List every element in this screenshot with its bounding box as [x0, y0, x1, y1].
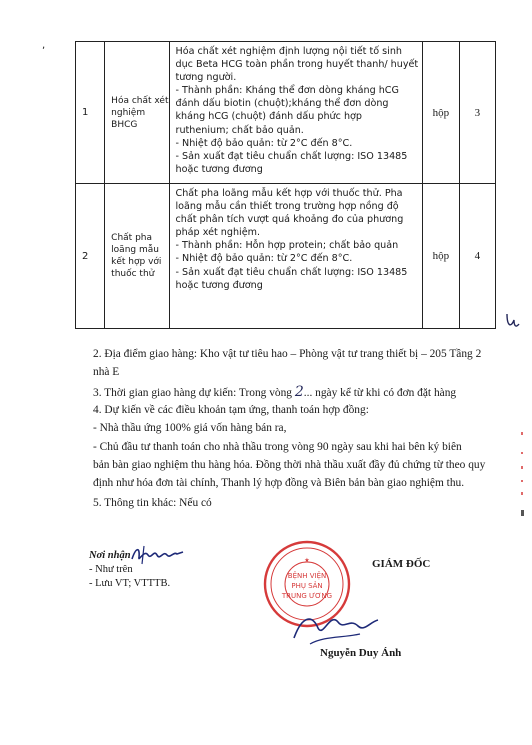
- payment-term-line3: định như hóa đơn tài chính, Thanh lý hợp đồng và Biên bản bàn giao nghiệm thu.: [93, 477, 465, 489]
- item-quantity: 3: [459, 42, 495, 184]
- item-description-line: - Thành phần: Hỗn hợp protein; chất bảo quản: [175, 240, 399, 252]
- signer-name: Nguyễn Duy Ánh: [320, 647, 402, 659]
- delivery-location-line: 2. Địa điểm giao hàng: Kho vật tư tiêu hao – Phòng vật tư trang thiết bị – 205 Tầng 2: [93, 348, 482, 360]
- delivery-time-line: 3. Thời gian giao hàng dự kiến: Trong vòng 2... ngày kể từ khi có đơn đặt hàng: [93, 384, 457, 400]
- item-description-line: hoặc tương đương: [175, 279, 263, 291]
- handwritten-days: 2: [294, 384, 304, 400]
- item-name-line: Hóa chất xét: [111, 95, 169, 106]
- payment-terms-heading: 4. Dự kiến về các điều khoản tạm ứng, thanh toán hợp đồng:: [93, 404, 369, 416]
- item-quantity: 4: [459, 184, 495, 329]
- item-number: 2: [76, 184, 105, 329]
- items-table: [75, 41, 496, 329]
- recipient-line-1: - Như trên: [89, 564, 133, 575]
- item-description-line: Chất pha loãng mẫu kết hợp với thuốc thử. Pha: [175, 188, 403, 199]
- other-info-line: 5. Thông tin khác: Nếu có: [93, 497, 212, 509]
- payment-term-line1: - Chủ đầu tư thanh toán cho nhà thầu trong vòng 90 ngày sau khi hai bên ký biên: [93, 441, 462, 453]
- item-number: 1: [76, 42, 105, 184]
- item-name: [105, 42, 169, 184]
- item-unit: hộp: [423, 42, 459, 184]
- item-name-line: kết hợp với: [111, 257, 162, 267]
- item-description-line: kháng hCG (chuột) đánh dấu phức hợp: [175, 111, 362, 123]
- director-signature: [290, 608, 380, 648]
- item-description-line: - Sản xuất đạt tiêu chuẩn chất lượng: ISO 13485: [175, 266, 408, 278]
- recipients-header: Nơi nhận: [89, 550, 131, 561]
- item-name: [105, 184, 169, 329]
- svg-text:★: ★: [304, 557, 310, 564]
- item-description-line: - Nhiệt độ bảo quản: từ 2°C đến 8°C.: [175, 253, 353, 265]
- margin-dots: [518, 430, 526, 525]
- item-description-line: pháp xét nghiệm.: [175, 227, 260, 239]
- signer-title: GIÁM ĐỐC: [372, 558, 431, 570]
- item-name-line: BHCG: [111, 119, 138, 130]
- item-description-line: - Thành phần: Kháng thể đơn dòng kháng hCG: [175, 85, 399, 97]
- item-description-line: tương người.: [175, 72, 237, 84]
- item-description-line: đánh dấu biotin (chuột);kháng thể đơn dòng: [175, 98, 389, 110]
- item-name-line: thuốc thử: [111, 269, 155, 279]
- item-description-line: chất phân tích vượt quá khoảng đo của phương: [175, 214, 404, 226]
- item-description: [169, 42, 423, 184]
- item-description-line: hoặc tương đương: [175, 163, 263, 175]
- table-row: [76, 184, 496, 329]
- item-description: [169, 184, 423, 329]
- item-description-line: Hóa chất xét nghiệm định lượng nội tiết tố sinh: [175, 46, 402, 57]
- item-name-line: loãng mẫu: [111, 245, 159, 255]
- payment-term-line2: bản bàn giao nghiệm thu hàng hóa. Đồng thời nhà thầu xuất đầy đủ chứng từ theo quy: [93, 459, 486, 471]
- recipient-line-2: - Lưu VT; VTTTB.: [89, 578, 171, 589]
- initials-signature: [130, 543, 185, 565]
- page-mark: ,: [42, 40, 46, 51]
- delivery-location-line-cont: nhà E: [93, 366, 120, 378]
- svg-text:TRUNG ƯƠNG: TRUNG ƯƠNG: [281, 592, 333, 600]
- item-unit: hộp: [423, 184, 459, 329]
- item-description-line: ruthenium; chất bảo quản.: [175, 124, 304, 136]
- item-name-line: Chất pha: [111, 233, 152, 243]
- item-description-line: dục Beta HCG toàn phần trong huyết thanh/ huyết: [175, 59, 419, 71]
- item-description-line: - Nhiệt độ bảo quản: từ 2°C đến 8°C.: [175, 137, 353, 149]
- item-description-line: - Sản xuất đạt tiêu chuẩn chất lượng: ISO 13485: [175, 150, 408, 162]
- margin-handwritten-mark: [504, 310, 522, 332]
- svg-text:PHỤ SẢN: PHỤ SẢN: [291, 582, 323, 590]
- item-description-line: loãng mẫu cần thiết trong trường hợp nồng độ: [175, 201, 399, 213]
- payment-term-advance: - Nhà thầu ứng 100% giá vốn hàng bán ra,: [93, 422, 287, 434]
- svg-text:BỆNH VIỆN: BỆNH VIỆN: [287, 572, 327, 580]
- table-row: [76, 42, 496, 184]
- item-name-line: nghiệm: [111, 107, 146, 118]
